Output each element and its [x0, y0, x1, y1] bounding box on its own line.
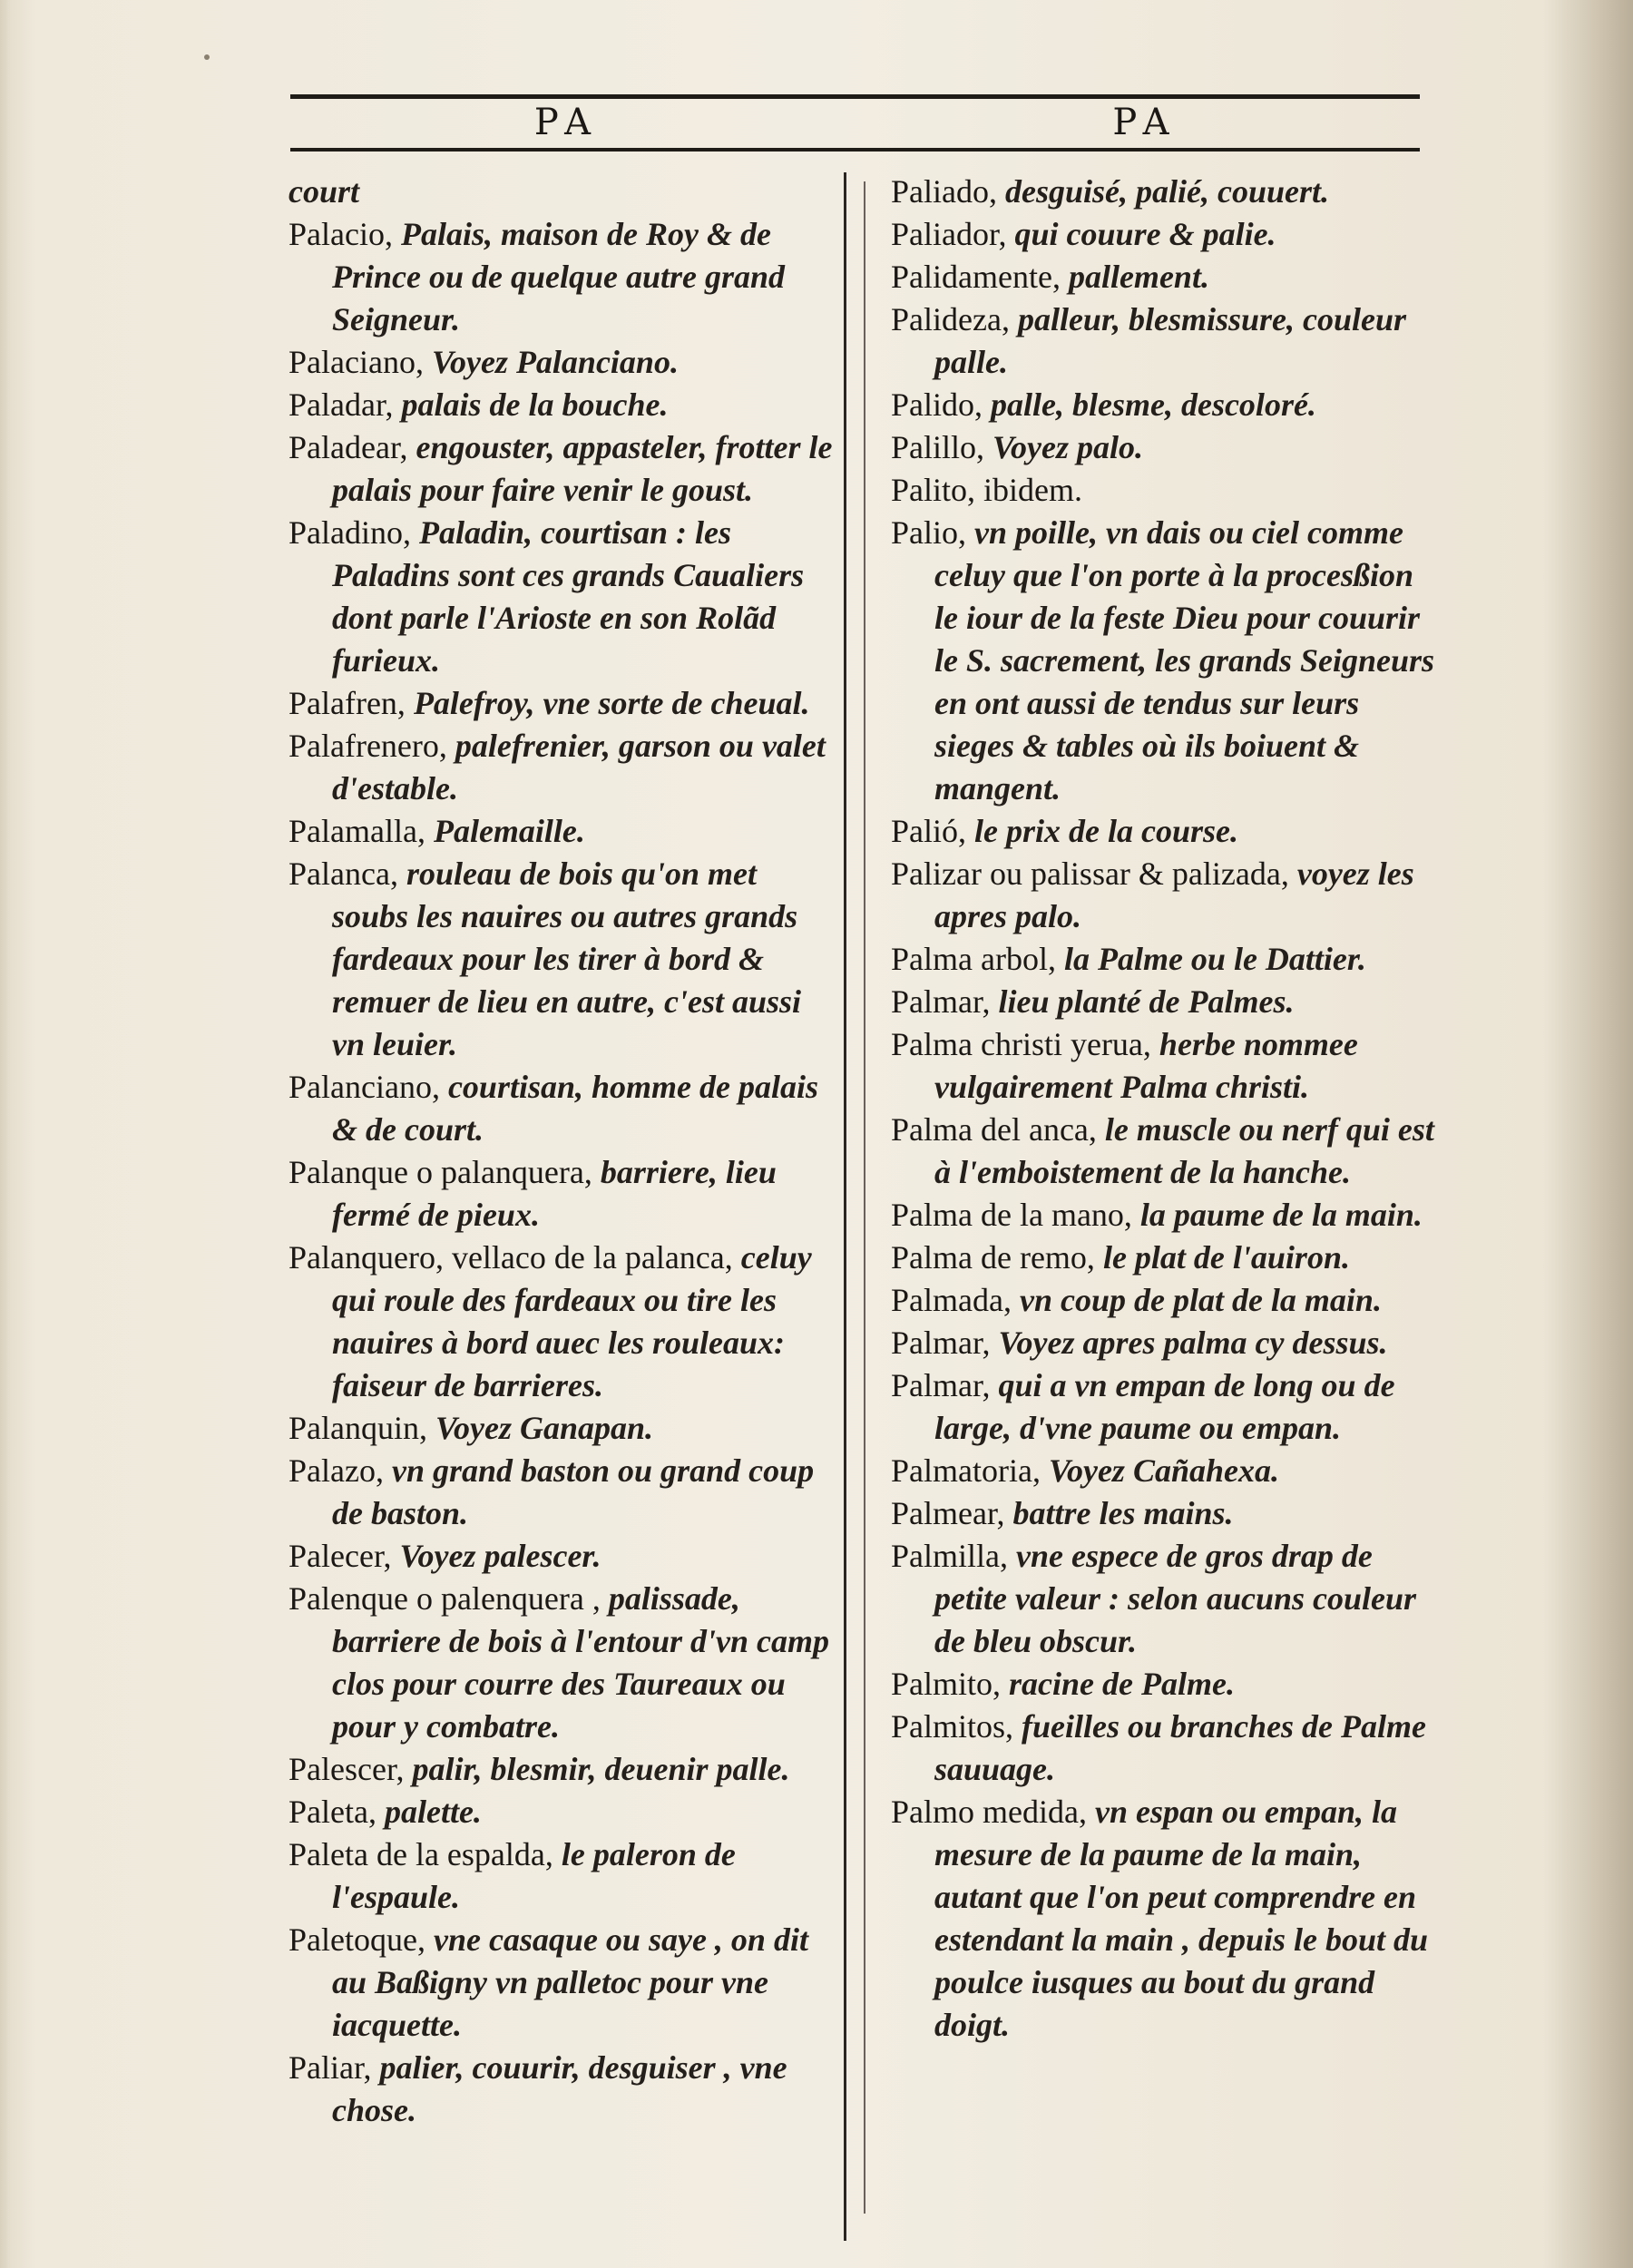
- entry-definition: vne espece de gros drap de petite valeur : selon aucuns couleur de bleu obscur.: [934, 1538, 1417, 1659]
- entry-headword: Palió,: [891, 813, 975, 849]
- entry-definition: Palais, maison de Roy & de Prince ou de quelque autre grand Seigneur.: [332, 216, 786, 337]
- dictionary-entry: [891, 469, 1435, 512]
- entry-headword: Palio,: [891, 514, 975, 551]
- entry-definition: palle, blesme, descoloré.: [991, 386, 1316, 423]
- dictionary-entry: [891, 1194, 1435, 1237]
- dictionary-entry: [891, 171, 1435, 213]
- dictionary-entry: [288, 725, 837, 810]
- dictionary-entry: [288, 1919, 837, 2047]
- entry-headword: Palanquero, vellaco de la palanca,: [288, 1239, 741, 1276]
- entry-headword: Palito, ibidem.: [891, 472, 1082, 508]
- dictionary-entry: [288, 426, 837, 512]
- entry-definition: Voyez Palanciano.: [431, 344, 679, 380]
- dictionary-entry: [891, 1279, 1435, 1322]
- entry-definition: palais de la bouche.: [401, 386, 669, 423]
- column-divider-inner: [864, 181, 865, 2214]
- entry-definition: le prix de la course.: [974, 813, 1238, 849]
- entry-definition: vn grand baston ou grand coup de baston.: [332, 1452, 815, 1531]
- entry-headword: Palanca,: [288, 855, 406, 892]
- entry-definition: voyez les apres palo.: [934, 855, 1414, 934]
- running-header-left: PA: [533, 102, 601, 143]
- dictionary-entry: [891, 512, 1435, 810]
- entry-definition: herbe nommee vulgairement Palma christi.: [934, 1026, 1358, 1105]
- entry-headword: Palmito,: [891, 1666, 1010, 1702]
- dictionary-entry: [288, 1066, 837, 1151]
- entry-headword: Palma christi yerua,: [891, 1026, 1159, 1062]
- entry-headword: Palmatoria,: [891, 1452, 1049, 1489]
- entry-definition: qui couure & palie.: [1014, 216, 1276, 252]
- entry-headword: Palido,: [891, 386, 992, 423]
- entry-definition: battre les mains.: [1012, 1495, 1234, 1531]
- entry-headword: Palmilla,: [891, 1538, 1016, 1574]
- entry-headword: Palacio,: [288, 216, 401, 252]
- dictionary-entry: [891, 1322, 1435, 1364]
- entry-definition: Voyez apres palma cy dessus.: [998, 1325, 1388, 1361]
- entry-definition: le plat de l'auiron.: [1102, 1239, 1350, 1276]
- entry-headword: Paladar,: [288, 386, 402, 423]
- entry-definition: vne casaque ou saye , on dit au Baßigny vn palletoc pour vne iacquette.: [332, 1921, 808, 2043]
- entry-headword: Palanque o palanquera,: [288, 1154, 601, 1190]
- dictionary-entry: [891, 1237, 1435, 1279]
- entry-definition: le paleron de l'espaule.: [332, 1836, 736, 1915]
- dictionary-entry: [891, 213, 1435, 256]
- entry-definition: Paladin, courtisan : les Paladins sont ces grands Caualiers dont parle l'Arioste en son Rolãd furieux.: [332, 514, 805, 679]
- dictionary-entry: [288, 2047, 837, 2132]
- dictionary-entry: [891, 1450, 1435, 1492]
- dictionary-entry: [891, 1706, 1435, 1791]
- entry-headword: Palillo,: [891, 429, 993, 465]
- entry-headword: Palidamente,: [891, 259, 1069, 295]
- dictionary-entry: [891, 810, 1435, 853]
- entry-headword: Palenque o palenquera ,: [288, 1580, 609, 1617]
- entry-headword: Palaciano,: [288, 344, 432, 380]
- dictionary-entry: [891, 981, 1435, 1023]
- dictionary-entry: [891, 1791, 1435, 2047]
- dictionary-entry: [288, 1833, 837, 1919]
- entry-definition: racine de Palme.: [1009, 1666, 1235, 1702]
- entry-definition: vn poille, vn dais ou ciel comme celuy que l'on porte à la procesßion le iour de la feste Dieu pour couurir le S. sacrement, les grands Seigneurs en ont aussi de tendus sur leurs sieges & tables où ils boiuent & mangent.: [934, 514, 1435, 807]
- right-column: [891, 171, 1435, 2047]
- entry-headword: Paliar,: [288, 2049, 380, 2086]
- dictionary-entry: [288, 384, 837, 426]
- entry-headword: Palafren,: [288, 685, 414, 721]
- stain-mark: [204, 54, 210, 60]
- dictionary-entry: [891, 1023, 1435, 1109]
- entry-headword: Paleta de la espalda,: [288, 1836, 562, 1872]
- dictionary-entry: [288, 853, 837, 1066]
- top-rule: [290, 94, 1420, 99]
- entry-definition: barriere, lieu fermé de pieux.: [332, 1154, 777, 1233]
- entry-definition: courtisan, homme de palais & de court.: [332, 1069, 818, 1148]
- header-rule: [290, 148, 1420, 152]
- entry-headword: Palanquin,: [288, 1410, 435, 1446]
- dictionary-entry: [288, 1578, 837, 1748]
- entry-headword: Paliado,: [891, 173, 1005, 210]
- dictionary-entry: [891, 938, 1435, 981]
- dictionary-entry: [288, 512, 837, 682]
- dictionary-entry: [891, 1364, 1435, 1450]
- dictionary-entry: [891, 426, 1435, 469]
- entry-definition: le muscle ou nerf qui est à l'emboistement de la hanche.: [934, 1111, 1434, 1190]
- entry-headword: Paletoque,: [288, 1921, 434, 1958]
- entry-headword: Palmada,: [891, 1282, 1020, 1318]
- left-column: [288, 171, 837, 2132]
- dictionary-entry: [288, 171, 837, 213]
- entry-definition: court: [288, 173, 360, 210]
- entry-definition: palier, couurir, desguiser , vne chose.: [332, 2049, 787, 2128]
- entry-definition: qui a vn empan de long ou de large, d'vne paume ou empan.: [934, 1367, 1395, 1446]
- entry-definition: palette.: [384, 1794, 482, 1830]
- entry-headword: Paladear,: [288, 429, 416, 465]
- entry-headword: Palazo,: [288, 1452, 392, 1489]
- entry-headword: Palma de remo,: [891, 1239, 1103, 1276]
- entry-definition: palefrenier, garson ou valet d'estable.: [332, 728, 826, 807]
- entry-headword: Palmar,: [891, 1325, 999, 1361]
- entry-definition: lieu planté de Palmes.: [998, 983, 1295, 1020]
- dictionary-entry: [288, 341, 837, 384]
- entry-headword: Palmear,: [891, 1495, 1013, 1531]
- entry-headword: Palmar,: [891, 983, 999, 1020]
- entry-headword: Paladino,: [288, 514, 419, 551]
- entry-definition: pallement.: [1068, 259, 1209, 295]
- entry-definition: palir, blesmir, deuenir palle.: [412, 1751, 790, 1787]
- entry-definition: vn coup de plat de la main.: [1019, 1282, 1382, 1318]
- entry-definition: Voyez Cañahexa.: [1048, 1452, 1279, 1489]
- entry-headword: Palma de la mano,: [891, 1197, 1140, 1233]
- entry-definition: palleur, blesmissure, couleur palle.: [934, 301, 1407, 380]
- entry-definition: Palemaille.: [433, 813, 585, 849]
- entry-definition: la paume de la main.: [1139, 1197, 1423, 1233]
- dictionary-entry: [288, 1791, 837, 1833]
- dictionary-entry: [891, 298, 1435, 384]
- dictionary-entry: [891, 853, 1435, 938]
- dictionary-entry: [288, 1407, 837, 1450]
- entry-definition: celuy qui roule des fardeaux ou tire les nauires à bord auec les rouleaux: faiseur de barrieres.: [332, 1239, 812, 1403]
- entry-definition: desguisé, palié, couuert.: [1004, 173, 1329, 210]
- entry-headword: Palecer,: [288, 1538, 400, 1574]
- entry-definition: vn espan ou empan, la mesure de la paume de la main, autant que l'on peut comprendre en estendant la main , depuis le bout du poulce iusques au bout du grand doigt.: [934, 1794, 1429, 2043]
- dictionary-entry: [288, 810, 837, 853]
- dictionary-entry: [891, 384, 1435, 426]
- entry-headword: Palmo medida,: [891, 1794, 1095, 1830]
- entry-headword: Palafrenero,: [288, 728, 455, 764]
- entry-headword: Palma arbol,: [891, 941, 1064, 977]
- entry-headword: Palmitos,: [891, 1708, 1022, 1745]
- entry-definition: engouster, appasteler, frotter le palais pour faire venir le goust.: [332, 429, 833, 508]
- dictionary-entry: [891, 1492, 1435, 1535]
- entry-definition: Voyez palescer.: [399, 1538, 601, 1574]
- entry-definition: fueilles ou branches de Palme sauuage.: [934, 1708, 1427, 1787]
- entry-headword: Palideza,: [891, 301, 1018, 337]
- entry-headword: Paleta,: [288, 1794, 385, 1830]
- entry-headword: Palamalla,: [288, 813, 434, 849]
- entry-definition: Voyez palo.: [993, 429, 1144, 465]
- dictionary-entry: [891, 1535, 1435, 1663]
- dictionary-entry: [891, 1663, 1435, 1706]
- entry-definition: Palefroy, vne sorte de cheual.: [413, 685, 810, 721]
- dictionary-entry: [288, 682, 837, 725]
- entry-definition: la Palme ou le Dattier.: [1063, 941, 1366, 977]
- dictionary-entry: [288, 1237, 837, 1407]
- entry-headword: Palmar,: [891, 1367, 999, 1403]
- dictionary-entry: [288, 1450, 837, 1535]
- entry-headword: Paliador,: [891, 216, 1015, 252]
- entry-definition: palissade, barriere de bois à l'entour d'vn camp clos pour courre des Taureaux ou pour y combatre.: [332, 1580, 829, 1745]
- dictionary-entry: [288, 213, 837, 341]
- entry-headword: Palizar ou palissar & palizada,: [891, 855, 1297, 892]
- running-header-right: PA: [1112, 102, 1178, 143]
- entry-definition: rouleau de bois qu'on met soubs les nauires ou autres grands fardeaux pour les tirer à bord & remuer de lieu en autre, c'est aussi vn leuier.: [332, 855, 802, 1062]
- dictionary-entry: [891, 1109, 1435, 1194]
- dictionary-entry: [288, 1748, 837, 1791]
- dictionary-entry: [288, 1535, 837, 1578]
- dictionary-entry: [891, 256, 1435, 298]
- column-divider: [844, 172, 846, 2241]
- entry-headword: Palescer,: [288, 1751, 413, 1787]
- entry-headword: Palma del anca,: [891, 1111, 1105, 1148]
- entry-definition: Voyez Ganapan.: [435, 1410, 654, 1446]
- entry-headword: Palanciano,: [288, 1069, 448, 1105]
- dictionary-entry: [288, 1151, 837, 1237]
